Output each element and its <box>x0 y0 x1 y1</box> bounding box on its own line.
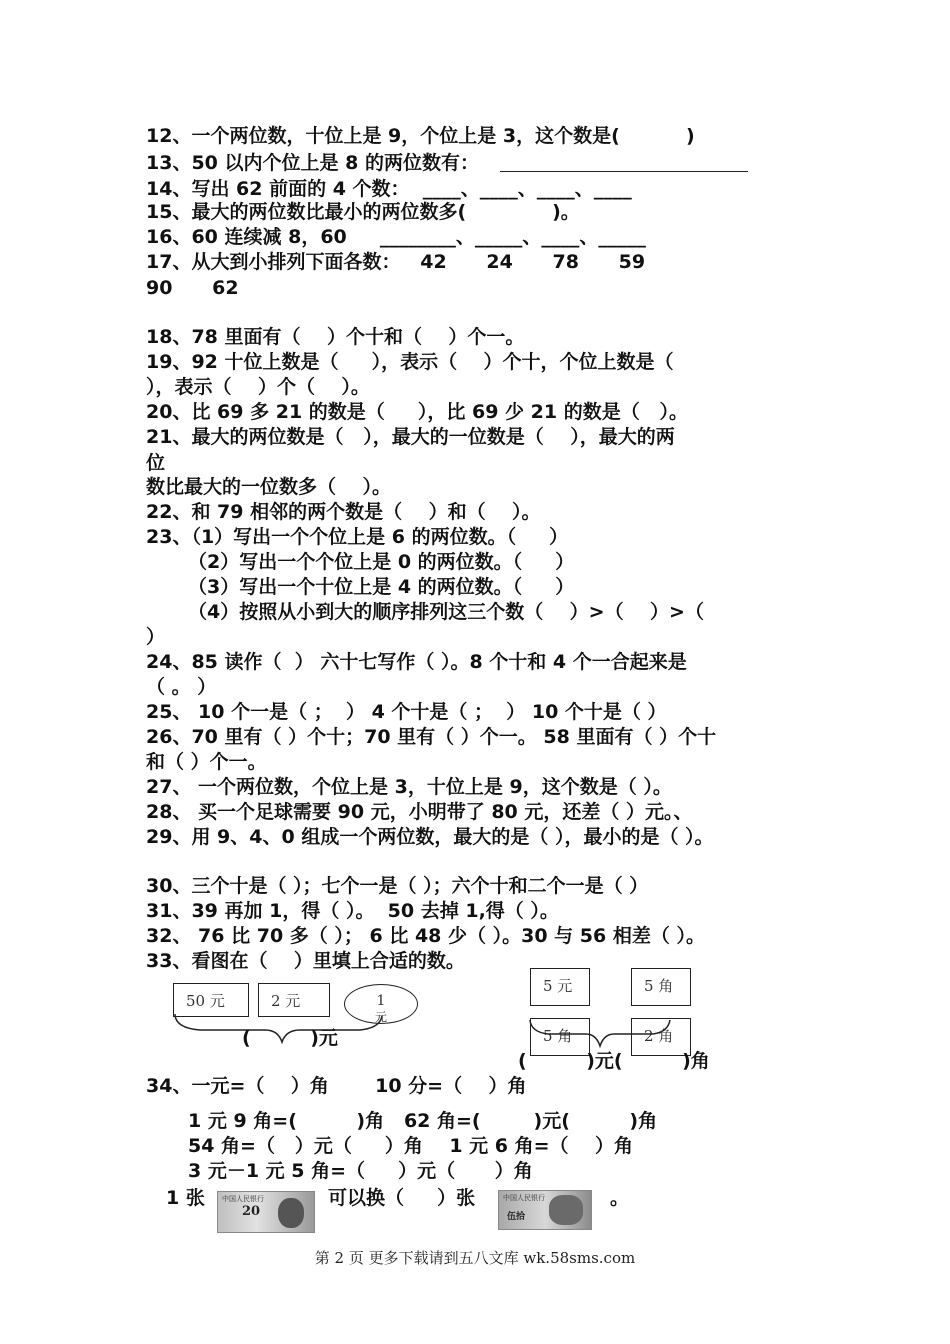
question-15: 15、最大的两位数比最小的两位数多( )。 <box>146 201 580 223</box>
question-34-2: 54 角=（ ）元（ ）角 1 元 6 角=（ ）角 <box>188 1135 634 1157</box>
question-34: 34、一元=（ ）角 10 分=（ ）角 <box>146 1075 527 1097</box>
question-34-4-exchange: 可以换（ ）张 <box>328 1187 476 1209</box>
question-19-line2: ），表示（ ）个（ ）。 <box>146 376 370 398</box>
portrait-icon <box>278 1198 304 1228</box>
banknote-20-yuan-image <box>217 1191 315 1233</box>
question-26-line1: 26、70 里有（ ）个十；70 里有（ ）个一。 58 里面有（ ）个十 <box>146 726 717 748</box>
question-18: 18、78 里面有（ ）个十和（ ）个一。 <box>146 326 525 348</box>
money-box-5-jiao-top: 5 角 <box>631 968 691 1006</box>
question-21-line2: 位 <box>146 452 166 474</box>
left-figure-answer: ( )元 <box>242 1027 338 1049</box>
question-23-5: ） <box>146 626 166 648</box>
question-34-4-one-note: 1 张 <box>166 1187 205 1209</box>
money-box-5-jiao: 5 角 <box>530 1018 590 1056</box>
question-24-line1: 24、85 读作（ ） 六十七写作（ ）。8 个十和 4 个一合起来是 <box>146 651 687 673</box>
money-box-2-jiao: 2 角 <box>631 1018 691 1056</box>
question-21-line1: 21、最大的两位数是（ ），最大的一位数是（ ），最大的两 <box>146 426 675 448</box>
question-27: 27、 一个两位数，个位上是 3，十位上是 9，这个数是（ ）。 <box>146 776 672 798</box>
question-23-2: （2）写出一个个位上是 0 的两位数。（ ） <box>188 551 575 573</box>
question-17-line2: 90 62 <box>146 277 239 299</box>
answer-blank-13[interactable] <box>500 171 748 172</box>
money-box-50-yuan: 50 元 <box>173 983 249 1017</box>
question-12: 12、一个两位数，十位上是 9，个位上是 3，这个数是( ) <box>146 125 695 147</box>
question-23-4: （4）按照从小到大的顺序排列这三个数（ ）>（ ）>（ <box>188 601 704 623</box>
question-34-4-period: 。 <box>610 1187 630 1209</box>
money-box-2-yuan: 2 元 <box>258 983 330 1017</box>
question-19-line1: 19、92 十位上数是（ ），表示（ ）个十，个位上数是（ <box>146 351 674 373</box>
question-33: 33、看图在（ ）里填上合适的数。 <box>146 950 465 972</box>
banknote-50-header: 中国人民银行 <box>503 1194 545 1202</box>
question-24-line2: （ 。 ） <box>146 676 217 698</box>
question-25: 25、 10 个一是（ ； ） 4 个十是（ ； ） 10 个十是（ ） <box>146 701 667 723</box>
coin-label-bottom: 元 <box>374 1010 387 1024</box>
banknote-50-value: 伍拾 <box>507 1212 526 1222</box>
banknote-50-yuan-image <box>498 1190 592 1230</box>
question-34-1: 1 元 9 角=( )角 62 角=( )元( )角 <box>188 1110 658 1132</box>
question-14: 14、写出 62 前面的 4 个数： ____、____、____、____ <box>146 178 632 200</box>
coin-label-top: 1 <box>376 993 386 1009</box>
question-21-line3: 数比最大的一位数多（ ）。 <box>146 476 391 498</box>
question-23: 23、（1）写出一个个位上是 6 的两位数。（ ） <box>146 526 569 548</box>
question-34-3: 3 元－1 元 5 角=（ ）元（ ）角 <box>188 1160 533 1182</box>
question-20: 20、比 69 多 21 的数是（ ），比 69 少 21 的数是（ ）。 <box>146 401 689 423</box>
question-30: 30、三个十是（ ）；七个一是（ ）；六个十和二个一是（ ） <box>146 875 649 897</box>
banknote-20-header: 中国人民银行 <box>222 1195 264 1203</box>
question-31: 31、39 再加 1，得（ ）。 50 去掉 1,得（ ）。 <box>146 900 559 922</box>
question-17-line1: 17、从大到小排列下面各数： 42 24 78 59 <box>146 251 646 273</box>
question-13: 13、50 以内个位上是 8 的两位数有： <box>146 152 479 174</box>
question-26-line2: 和（ ）个一。 <box>146 751 267 773</box>
question-23-3: （3）写出一个十位上是 4 的两位数。（ ） <box>188 576 575 598</box>
page-footer: 第 2 页 更多下载请到五八文库 wk.58sms.com <box>314 1249 636 1267</box>
question-16: 16、60 连续减 8，60 ________、_____、____、_____ <box>146 226 646 248</box>
money-box-5-yuan: 5 元 <box>530 968 590 1006</box>
question-29: 29、用 9、4、0 组成一个两位数，最大的是（ ），最小的是（ ）。 <box>146 826 714 848</box>
right-figure-answer: ( )元( )角 <box>518 1050 710 1072</box>
banknote-20-value: 20 <box>242 1204 261 1219</box>
figures-icon <box>549 1195 583 1225</box>
question-22: 22、和 79 相邻的两个数是（ ）和（ ）。 <box>146 501 541 523</box>
question-32: 32、 76 比 70 多（ ）； 6 比 48 少（ ）。30 与 56 相差（ ）。 <box>146 925 705 947</box>
question-28: 28、 买一个足球需要 90 元，小明带了 80 元，还差（ ）元。、 <box>146 801 693 823</box>
